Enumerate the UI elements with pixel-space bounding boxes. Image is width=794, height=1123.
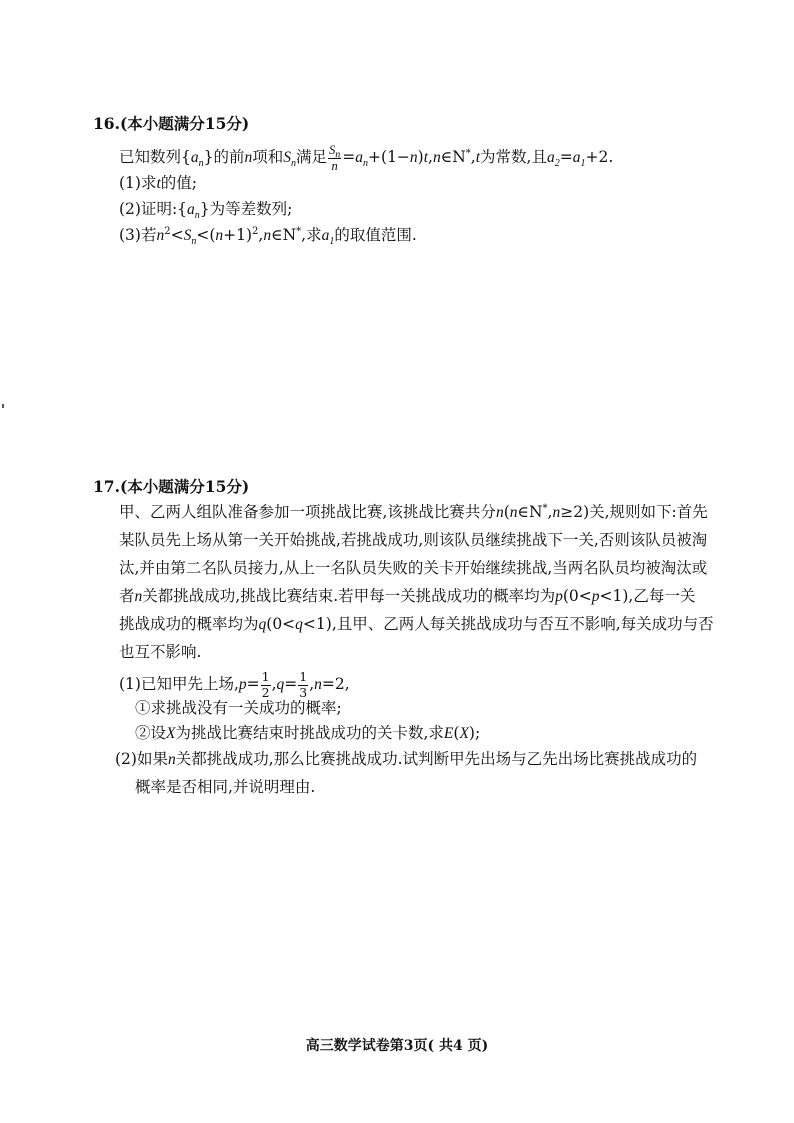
q17-part2: (2)如果n关都挑战成功,那么比赛挑战成功.试判断甲先出场与乙先出场比赛挑战成功的	[115, 750, 698, 768]
q17-line-6: 也互不影响.	[119, 643, 202, 661]
q17-part1: (1)已知甲先上场,p= $\frac{1}{2}$ ,q= $\frac{1}{3}$ ,n=2,	[119, 669, 350, 700]
q17-line-2: 某队员先上场从第一关开始挑战,若挑战成功,则该队员继续挑战下一关,否则该队员被淘	[119, 531, 708, 549]
fraction-one-half: $\frac{1}{2}$	[261, 669, 270, 700]
page-footer: 高三数学试卷第3页( 共4 页)	[305, 1038, 489, 1054]
fraction-sn-over-n: $\frac{S_n}{n}$	[329, 143, 341, 173]
q17-subpart2: ②设X为挑战比赛结束时挑战成功的关卡数,求E(X);	[135, 724, 481, 742]
q17-subpart1: ①求挑战没有一关成功的概率;	[135, 699, 342, 717]
q17-part2-line-2: 概率是否相同,并说明理由.	[135, 778, 316, 796]
q16-header: 16.(本小题满分15分)	[93, 114, 250, 133]
q17-line-5: 挑战成功的概率均为q(0<q<1),且甲、乙两人每关挑战成功与否互不影响,每关成功与否	[119, 615, 714, 633]
q17-line-3: 汰,并由第二名队员接力,从上一名队员失败的关卡开始继续挑战,当两名队员均被淘汰或	[119, 559, 708, 577]
q16-stem: 已知数列$\{a_n\}$的前n项和$S_n$满足 $\frac{S_n}{n}$ $=a_n+(1-n)t,n\in N^*,t$为常数,且$a_2=a_1+2$.	[119, 143, 614, 173]
q16-part2: (2)证明$:\{a_n\}$为等差数列;	[119, 200, 293, 222]
scan-speck	[2, 404, 4, 408]
q17-header: 17.(本小题满分15分)	[93, 477, 250, 496]
q16-part3: (3)若$n^2<S_n<(n+1)^2,n\in N^*$,求$a_1$的取值范围.	[119, 225, 417, 248]
q17-line-4: 者n关都挑战成功,挑战比赛结束.若甲每一关挑战成功的概率均为p(0<p<1),乙每一关	[119, 587, 696, 605]
q16-part1: (1)求t的值;	[119, 174, 198, 192]
q17-line-1: 甲、乙两人组队准备参加一项挑战比赛,该挑战比赛共分n(n∈N*,n≥2)关,规则如下:首先	[119, 502, 708, 521]
fraction-one-third: $\frac{1}{3}$	[299, 669, 308, 700]
